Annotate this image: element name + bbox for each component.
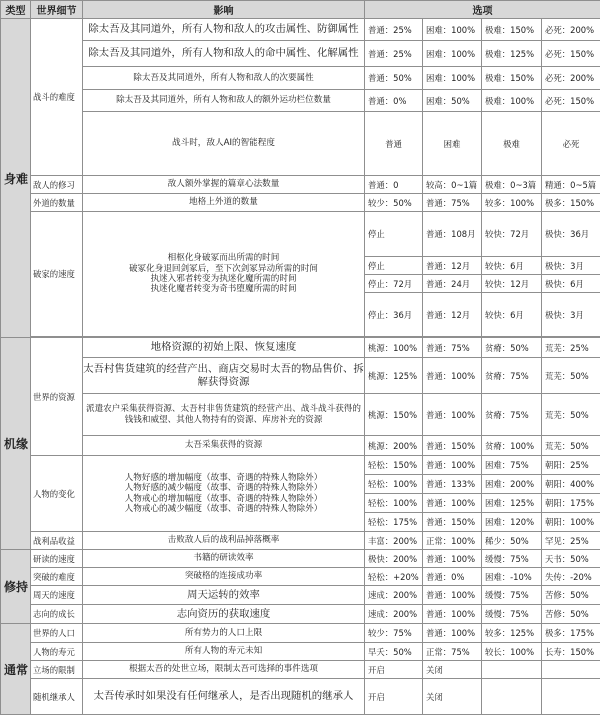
option-cell: 停止: [365, 212, 423, 257]
option-cell: 极快：3月: [542, 293, 600, 337]
option-cell: 荒芜：50%: [542, 358, 600, 394]
effect-cell: 周天运转的效率: [83, 586, 365, 605]
option-cell: 困难: [423, 112, 482, 176]
option-cell: 较快：6月: [482, 257, 542, 275]
option-cell: 正常：75%: [423, 643, 482, 661]
option-cell: 荒芜：50%: [542, 394, 600, 436]
effect-line: 相枢化身破冢而出所需的时间: [167, 253, 280, 264]
option-cell: 极难：125%: [482, 41, 542, 67]
effect-cell: 太吾传承时如果没有任何继承人，是否出现随机的继承人: [83, 679, 365, 715]
option-cell: 较快：72月: [482, 212, 542, 257]
option-cell: 朝阳：25%: [542, 456, 600, 475]
option-cell: 普通：100%: [423, 456, 482, 475]
option-cell: 普通：75%: [423, 194, 482, 212]
option-cell: 必死：200%: [542, 19, 600, 41]
table-row: [1, 661, 600, 679]
header-options: 选项: [365, 1, 600, 19]
option-cell: 较少：50%: [365, 194, 423, 212]
option-cell: 极多：175%: [542, 624, 600, 643]
option-cell: 必死：200%: [542, 67, 600, 90]
option-cell: 停止: [365, 257, 423, 275]
option-cell: 较快：6月: [482, 293, 542, 337]
option-cell: 轻松：+20%: [365, 568, 423, 586]
effect-cell: 除太吾及其同道外，所有人物和敌人的额外运功栏位数量: [83, 90, 365, 112]
table-row: [1, 41, 600, 67]
option-cell: 极难：150%: [482, 19, 542, 41]
table-row: [1, 90, 600, 112]
option-cell: 必死：150%: [542, 90, 600, 112]
option-cell: 普通：100%: [423, 358, 482, 394]
option-cell: 普通：25%: [365, 19, 423, 41]
effect-line: 人物好感的减少幅度（故事、奇遇的特殊人物除外）: [124, 483, 323, 494]
table-row: [1, 194, 600, 212]
table-row: [1, 568, 600, 586]
table-row: [1, 586, 600, 605]
effect-cell: 所有人物的寿元未知: [83, 643, 365, 661]
header-category: 类型: [1, 1, 31, 19]
effect-cell: 根据太吾的处世立场，限制太吾可选择的事件选项: [83, 661, 365, 679]
category-jiyuan: 机缘: [1, 338, 31, 550]
option-cell: 桃源：150%: [365, 394, 423, 436]
option-cell: 轻松：100%: [365, 475, 423, 494]
effect-line: 人物好感的增加幅度（故事、奇遇的特殊人物除外）: [124, 472, 323, 483]
table-row: [1, 550, 600, 568]
effect-cell: 突破格的连接成功率: [83, 568, 365, 586]
option-cell: 贫瘠：75%: [482, 394, 542, 436]
table-row: [1, 176, 600, 194]
effect-cell: 志向资历的获取速度: [83, 605, 365, 624]
option-cell: 关闭: [423, 679, 482, 715]
option-cell: 极难：0~3篇: [482, 176, 542, 194]
table-row: [1, 679, 600, 715]
effect-cell: 地格资源的初始上限、恢复速度: [83, 338, 365, 358]
option-cell: 普通：12月: [423, 257, 482, 275]
option-cell: 困难：125%: [482, 494, 542, 513]
option-cell: 荒芜：25%: [542, 338, 600, 358]
option-cell: 速成：200%: [365, 586, 423, 605]
option-cell: 轻松：100%: [365, 494, 423, 513]
category-xiuxing: 修持: [1, 550, 31, 624]
option-cell: 普通：0%: [365, 90, 423, 112]
option-cell: 关闭: [423, 661, 482, 679]
option-cell: 极快：36月: [542, 212, 600, 257]
option-cell: 较快：12月: [482, 275, 542, 293]
option-cell: 困难：50%: [423, 90, 482, 112]
option-cell: 稀少：50%: [482, 532, 542, 550]
option-cell: [482, 661, 542, 679]
option-cell: 长寿：150%: [542, 643, 600, 661]
option-cell: 较少：75%: [365, 624, 423, 643]
effect-cell: 敌人额外掌握的篇章心法数量: [83, 176, 365, 194]
option-cell: 极难：150%: [482, 67, 542, 90]
effect-line: 执迷入邪者转变为执迷化魔所需的时间: [150, 274, 297, 284]
effect-cell: 击败敌人后的战利品掉落概率: [83, 532, 365, 550]
sub-breakthrough-difficulty: 突破的难度: [31, 568, 83, 586]
option-cell: 天书：50%: [542, 550, 600, 568]
effect-cell: 所有势力的人口上限: [83, 624, 365, 643]
option-cell: [542, 679, 600, 715]
sub-character-change: 人物的变化: [31, 456, 83, 532]
table-header-row: [1, 1, 600, 19]
option-cell: [482, 679, 542, 715]
table-row: [1, 112, 600, 176]
table-row: [1, 532, 600, 550]
effect-cell: 战斗时，敌人AI的智能程度: [83, 112, 365, 176]
option-cell: 普通：150%: [423, 436, 482, 456]
option-cell: 罕见：25%: [542, 532, 600, 550]
sub-random-heir: 随机继承人: [31, 679, 83, 715]
option-cell: 早夭：50%: [365, 643, 423, 661]
option-cell: 困难：-10%: [482, 568, 542, 586]
effect-cell: 太吾村售货建筑的经营产出、商店交易时太吾的物品售价、拆解获得资源: [83, 358, 365, 394]
table-row: [1, 643, 600, 661]
table-row: [1, 394, 600, 436]
sub-ambition-growth: 志向的成长: [31, 605, 83, 624]
option-cell: 普通：100%: [423, 494, 482, 513]
table-row: [1, 436, 600, 456]
option-cell: 普通：150%: [423, 513, 482, 532]
option-cell: 普通：12月: [423, 293, 482, 337]
sub-world-population: 世界的人口: [31, 624, 83, 643]
option-cell: 极快：6月: [542, 275, 600, 293]
header-effect: 影响: [83, 1, 365, 19]
option-cell: 朝阳：175%: [542, 494, 600, 513]
effect-line: 人物戒心的减少幅度（故事、奇遇的特殊人物除外）: [124, 503, 323, 514]
option-cell: 极难：100%: [482, 90, 542, 112]
option-cell: 普通: [365, 112, 423, 176]
option-cell: 桃源：125%: [365, 358, 423, 394]
effect-line: 执迷化魔者转变为奇书堕魔所需的时间: [150, 284, 297, 295]
table-row: [1, 67, 600, 90]
option-cell: 极难: [482, 112, 542, 176]
option-cell: 苦修：50%: [542, 605, 600, 624]
table-row: [1, 605, 600, 624]
option-cell: 必死: [542, 112, 600, 176]
option-cell: 朝阳：400%: [542, 475, 600, 494]
option-cell: 速成：200%: [365, 605, 423, 624]
effect-line: 破冢化身退回剑冢后，至下次剑冢异动所需的时间: [128, 263, 319, 274]
option-cell: 桃源：200%: [365, 436, 423, 456]
option-cell: 极快：200%: [365, 550, 423, 568]
sub-waidao-count: 外道的数量: [31, 194, 83, 212]
table-row: [1, 338, 600, 358]
option-cell: 开启: [365, 661, 423, 679]
table-row: [1, 358, 600, 394]
table-row: [1, 19, 600, 41]
sub-reading-speed: 研读的速度: [31, 550, 83, 568]
option-cell: 极快：3月: [542, 257, 600, 275]
category-shennan: 身难: [1, 19, 31, 338]
option-cell: 普通：24月: [423, 275, 482, 293]
option-cell: 困难：100%: [423, 67, 482, 90]
option-cell: 苦修：50%: [542, 586, 600, 605]
option-cell: 困难：200%: [482, 475, 542, 494]
option-cell: 普通：50%: [365, 67, 423, 90]
sub-world-resources: 世界的资源: [31, 338, 83, 456]
category-tongchang: 通常: [1, 624, 31, 715]
option-cell: 朝阳：100%: [542, 513, 600, 532]
option-cell: 停止：72月: [365, 275, 423, 293]
effect-cell: 书籍的研读效率: [83, 550, 365, 568]
sub-loot-yield: 战利品收益: [31, 532, 83, 550]
option-cell: 普通：100%: [423, 550, 482, 568]
option-cell: 困难：75%: [482, 456, 542, 475]
option-cell: 轻松：175%: [365, 513, 423, 532]
effect-cell: 太吾采集获得的资源: [83, 436, 365, 456]
option-cell: 贫瘠：50%: [482, 338, 542, 358]
effect-line: 人物戒心的增加幅度（故事、奇遇的特殊人物除外）: [124, 493, 323, 504]
option-cell: 荒芜：50%: [542, 436, 600, 456]
effect-cell: 除太吾及其同道外，所有人物和敌人的攻击属性、防御属性: [83, 19, 365, 41]
table-row: [1, 212, 600, 257]
option-cell: 普通：108月: [423, 212, 482, 257]
effect-cell: 地格上外道的数量: [83, 194, 365, 212]
option-cell: 较多：125%: [482, 624, 542, 643]
option-cell: 停止：36月: [365, 293, 423, 337]
effect-cell: 派遣农户采集获得资源、太吾村非售货建筑的经营产出、战斗战斗获得的钱钱和威望、其他人物持有的资源、库房补充的资源: [83, 394, 365, 436]
header-world-detail: 世界细节: [31, 1, 83, 19]
option-cell: 普通：100%: [423, 586, 482, 605]
option-cell: 缓慢：75%: [482, 550, 542, 568]
table-row: [1, 624, 600, 643]
option-cell: 丰富：200%: [365, 532, 423, 550]
option-cell: 开启: [365, 679, 423, 715]
option-cell: 普通：100%: [423, 605, 482, 624]
option-cell: 普通：0%: [423, 568, 482, 586]
option-cell: 较长：100%: [482, 643, 542, 661]
option-cell: 失传：-20%: [542, 568, 600, 586]
effect-cell: 除太吾及其同道外，所有人物和敌人的命中属性、化解属性: [83, 41, 365, 67]
option-cell: 桃源：100%: [365, 338, 423, 358]
option-cell: 困难：120%: [482, 513, 542, 532]
option-cell: 缓慢：75%: [482, 586, 542, 605]
option-cell: 普通：25%: [365, 41, 423, 67]
option-cell: 精通：0~5篇: [542, 176, 600, 194]
sub-lifespan: 人物的寿元: [31, 643, 83, 661]
option-cell: 轻松：150%: [365, 456, 423, 475]
effect-cell: [83, 212, 365, 337]
option-cell: 正常：100%: [423, 532, 482, 550]
option-cell: 较多：100%: [482, 194, 542, 212]
option-cell: 普通：100%: [423, 394, 482, 436]
option-cell: 贫瘠：100%: [482, 436, 542, 456]
option-cell: 困难：100%: [423, 41, 482, 67]
sub-stance-limit: 立场的限制: [31, 661, 83, 679]
sub-pojia-speed: 破家的速度: [31, 212, 83, 337]
effect-cell: [83, 456, 365, 532]
option-cell: 普通：133%: [423, 475, 482, 494]
table-row: [1, 456, 600, 475]
option-cell: 缓慢：75%: [482, 605, 542, 624]
sub-zhoutian-speed: 周天的速度: [31, 586, 83, 605]
option-cell: 普通：0: [365, 176, 423, 194]
option-cell: 普通：100%: [423, 624, 482, 643]
option-cell: 较高：0~1篇: [423, 176, 482, 194]
effect-cell: 除太吾及其同道外，所有人物和敌人的次要属性: [83, 67, 365, 90]
sub-enemy-training: 敌人的修习: [31, 176, 83, 194]
option-cell: 贫瘠：75%: [482, 358, 542, 394]
option-cell: 极多：150%: [542, 194, 600, 212]
sub-combat-difficulty: 战斗的难度: [31, 19, 83, 176]
option-cell: 普通：75%: [423, 338, 482, 358]
option-cell: [542, 661, 600, 679]
option-cell: 必死：150%: [542, 41, 600, 67]
option-cell: 困难：100%: [423, 19, 482, 41]
